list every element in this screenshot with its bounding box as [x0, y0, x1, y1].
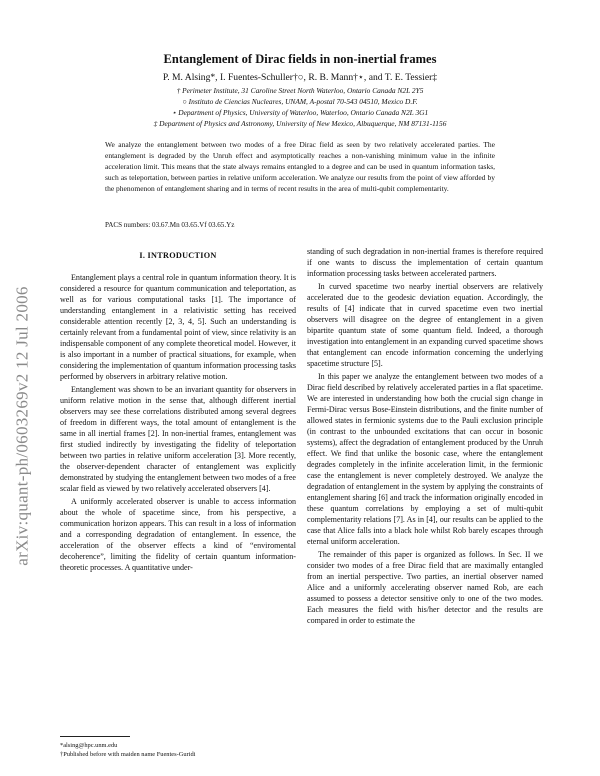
body-paragraph: Entanglement was shown to be an invariant quantity for observers in uniform relative motion in the sense that, although different inertial observers may see these correlations distributed among several degrees of freedom in different ways, the total amount of entanglement is the same in all inertial frames [2]. In non-inertial frames, entanglement was first studied indirectly by investigating the fidelity of teleportation between two parties in relative uniform acceleration [3]. More recently, the observer-dependent character of entanglement was explicitly demonstrated by studying the entanglement between two modes of a free scalar field as viewed by two relatively accelerated observers [4]. — [60, 385, 296, 493]
abstract: We analyze the entanglement between two modes of a free Dirac field as seen by two relatively accelerated parties. The entanglement is degraded by the Unruh effect and asymptotically reaches a non-vanishing minimum value in the infinite acceleration limit. This means that the state always remains entangled to a degree and can be used in quantum information tasks, such as teleportation, between parties in relative uniform acceleration. We analyze our results from the point of view afforded by the phenomenon of entanglement sharing and in terms of recent results in the area of multi-qubit complementarity. — [105, 140, 495, 193]
footnotes — [60, 741, 296, 759]
paper-title: Entanglement of Dirac fields in non-inertial frames — [163, 52, 437, 66]
body-paragraph: In this paper we analyze the entanglement between two modes of a Dirac field described by relatively accelerated parties in a flat spacetime. We are interested in understanding how both the crucial sign change in Fermi-Dirac versus Bose-Einstein distributions, and the finite number of allowed states in fermionic systems due to the Pauli exclusion principle (in contrast to the unbounded excitations that can occur in bosonic systems), affect the degradation of entanglement produced by the Unruh effect. We find that unlike the bosonic case, where the entanglement degrades completely in the infinite acceleration limit, in the fermionic case the entanglement is never completely destroyed. We analyze the degradation of entanglement in the system by applying the constraints of entanglement sharing [6] and track the information originally encoded in these quantum correlations by employing a set of multi-qubit complementarity relations [7]. As in [4], our results can be applied to the case that Alice falls into a black hole whilst Rob barely escapes through eternal uniform acceleration. — [307, 372, 543, 546]
arxiv-identifier-text: arXiv:quant-ph/0603269v2 12 Jul 2006 — [13, 286, 33, 566]
footnote-email: *alsing@hpc.unm.edu — [60, 742, 118, 749]
left-column — [60, 246, 296, 575]
affiliation-new-mexico: ‡ Department of Physics and Astronomy, University of New Mexico, Albuquerque, NM 87131-1156 — [153, 119, 447, 128]
author-list: P. M. Alsing*, I. Fuentes-Schuller†○, R. B. Mann†⋆, and T. E. Tessier‡ — [162, 72, 438, 83]
body-paragraph: A uniformly accelerated observer is unable to access information about the whole of spacetime since, from his perspective, a communication horizon appears. This can result in a loss of information and a corresponding degradation of entanglement. In essence, the acceleration of the observer effects a kind of “enviromental decoherence”, limiting the fidelity of certain quantum information-theoretic processes. A quantitative under- — [60, 497, 296, 572]
affiliation-unam: ○ Instituto de Ciencias Nucleares, UNAM, A-postal 70-543 04510, Mexico D.F. — [182, 97, 418, 106]
body-paragraph: The remainder of this paper is organized as follows. In Sec. II we consider two modes of a free Dirac field that are maximally entangled from an inertial perspective. Two parties, an inertial observer named Alice and a uniformly accelerating observer named Rob, are each assumed to possess a detector sensitive only to one of the two modes. Each measures the field with his/her detector and the results are compared in order to estimate the — [307, 550, 543, 625]
footnote-maiden-name: †Published before with maiden name Fuentes-Guridi — [60, 751, 196, 758]
body-paragraph: Entanglement plays a central role in quantum information theory. It is considered a resource for quantum communication and teleportation, as well as for various computational tasks [1]. The importance of understanding entanglement in a relativistic setting has received considerable attention recently [2, 3, 4, 5]. Such an understanding is certainly relevant from a fundamental point of view, since relativity is an indispensable component of any complete theoretical model. However, it is also important in a number of practical situations, for example, when considering the implementation of quantum information processing tasks performed by observers in arbitrary relative motion. — [60, 273, 296, 381]
pacs-numbers: PACS numbers: 03.67.Mn 03.65.Vf 03.65.Yz — [105, 221, 235, 229]
footnote-divider — [60, 736, 130, 737]
affiliation-perimeter: † Perimeter Institute, 31 Caroline Street North Waterloo, Ontario Canada N2L 2Y5 — [176, 86, 424, 95]
body-paragraph: standing of such degradation in non-inertial frames is therefore required if one wants to discuss the implementation of certain quantum information processing tasks between accelerated partners. — [307, 247, 543, 278]
arxiv-identifier — [6, 226, 40, 626]
body-paragraph: In curved spacetime two nearby inertial observers are relatively accelerated due to the geodesic deviation equation. Accordingly, the results of [4] indicate that in curved spacetime even two inertial observers will disagree on the degree of entanglement in a given bipartite quantum state of some quantum field. Indeed, a thorough investigation into entanglement in an expanding curved spacetime shows that entanglement can encode information concerning the underlying spacetime structure [5]. — [307, 282, 543, 368]
affiliation-waterloo: ⋆ Department of Physics, University of Waterloo, Waterloo, Ontario Canada N2L 3G1 — [171, 108, 429, 117]
section-heading-introduction: I. INTRODUCTION — [139, 251, 217, 260]
right-column — [307, 246, 543, 628]
